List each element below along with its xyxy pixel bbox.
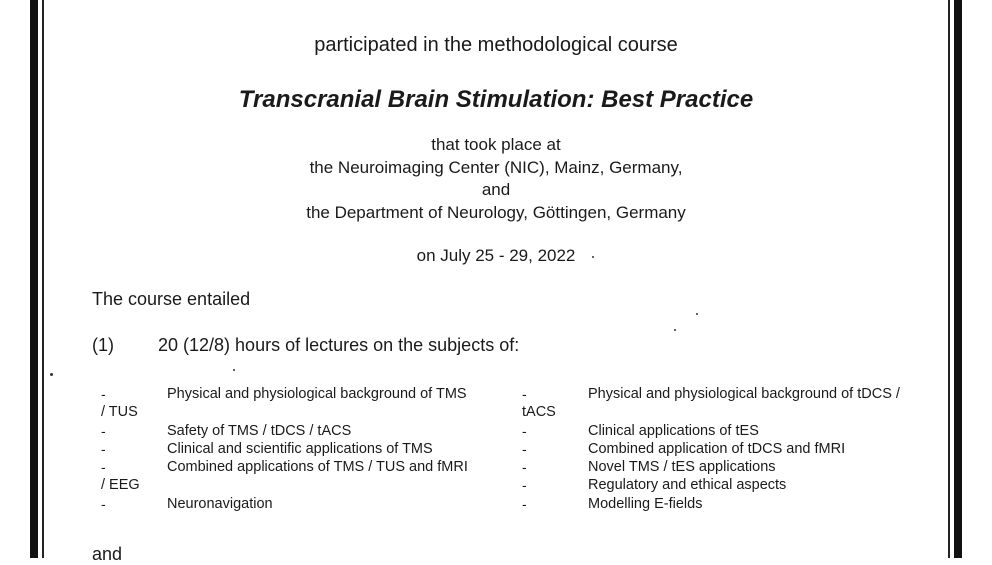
subject-dash: -	[101, 423, 106, 439]
location-block	[0, 134, 992, 224]
item-number: (1)	[92, 335, 114, 355]
item-description: 20 (12/8) hours of lectures on the subjects of:	[158, 335, 520, 355]
subject-combined-tms-fmri: Combined applications of TMS / TUS and fMRI	[167, 459, 468, 475]
subject-tdcs-background-cont: tACS	[522, 404, 556, 420]
trailing-and: and	[92, 544, 123, 564]
course-entailed-heading: The course entailed	[92, 289, 251, 309]
subject-safety: Safety of TMS / tDCS / tACS	[167, 423, 352, 439]
scan-speck	[50, 373, 53, 376]
subject-dash: -	[522, 386, 527, 402]
subject-modelling-efields: Modelling E-fields	[588, 496, 703, 512]
page-border-left-inner	[42, 0, 44, 558]
subject-regulatory-ethical: Regulatory and ethical aspects	[588, 477, 787, 493]
subject-tdcs-background: Physical and physiological background of tDCS /	[588, 386, 900, 402]
subject-tms-applications: Clinical and scientific applications of TMS	[167, 441, 433, 457]
subject-dash: -	[101, 459, 106, 475]
subject-dash: -	[522, 477, 527, 493]
subject-dash: -	[522, 459, 527, 475]
course-title: Transcranial Brain Stimulation: Best Practice	[238, 86, 754, 113]
subject-dash: -	[101, 496, 106, 512]
page-border-left	[30, 0, 38, 558]
participation-line: participated in the methodological course	[314, 34, 678, 56]
subject-dash: -	[522, 423, 527, 439]
subject-tms-background-cont: / TUS	[101, 404, 138, 420]
scan-speck	[674, 329, 676, 331]
subject-dash: -	[522, 441, 527, 457]
subject-combined-tms-fmri-cont: / EEG	[101, 477, 140, 493]
subject-combined-tdcs-fmri: Combined application of tDCS and fMRI	[588, 441, 846, 457]
location-goettingen: the Department of Neurology, Göttingen, Germany	[306, 202, 686, 222]
location-intro: that took place at	[431, 135, 561, 154]
subject-dash: -	[101, 386, 106, 402]
subject-tms-background: Physical and physiological background of TMS	[167, 386, 467, 402]
scan-speck	[696, 313, 698, 315]
subject-dash: -	[522, 496, 527, 512]
page-border-right	[954, 0, 962, 558]
subject-dash: -	[101, 441, 106, 457]
page-border-right-inner	[948, 0, 950, 558]
location-mainz: the Neuroimaging Center (NIC), Mainz, Germany,	[309, 157, 683, 177]
subject-tes-clinical: Clinical applications of tES	[588, 423, 759, 439]
subject-novel-applications: Novel TMS / tES applications	[588, 459, 776, 475]
scan-speck	[592, 256, 594, 258]
course-date: on July 25 - 29, 2022	[416, 246, 576, 265]
subject-neuronavigation: Neuronavigation	[167, 496, 273, 512]
location-and: and	[481, 180, 511, 199]
scan-speck	[233, 369, 235, 371]
